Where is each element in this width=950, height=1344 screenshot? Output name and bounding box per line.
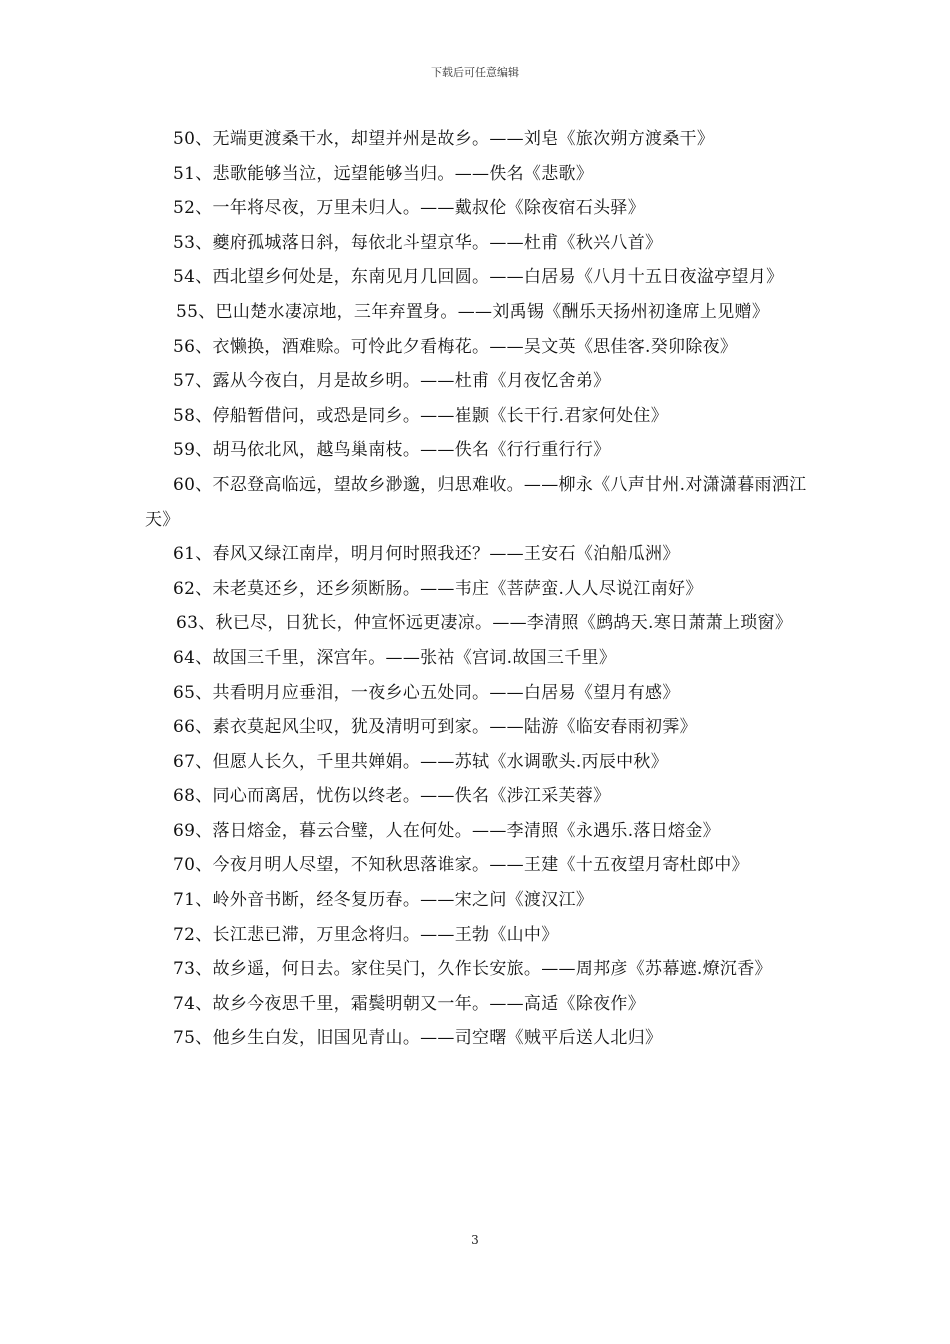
page-header: 下载后可任意编辑 bbox=[431, 66, 519, 79]
poem-line-69: 69、落日熔金，暮云合璧，人在何处。——李清照《永遇乐.落日熔金》 bbox=[173, 820, 720, 841]
poem-line-61: 61、春风又绿江南岸，明月何时照我还？——王安石《泊船瓜洲》 bbox=[173, 544, 680, 565]
poem-line-72: 72、长江悲已滞，万里念将归。——王勃《山中》 bbox=[173, 924, 559, 945]
poem-line-63: 63、秋已尽，日犹长，仲宣怀远更凄凉。——李清照《鹧鸪天.寒日萧萧上琐窗》 bbox=[176, 613, 793, 634]
poem-line-54: 54、西北望乡何处是，东南见月几回圆。——白居易《八月十五日夜湓亭望月》 bbox=[173, 267, 784, 288]
poem-line-62: 62、未老莫还乡，还乡须断肠。——韦庄《菩萨蛮.人人尽说江南好》 bbox=[173, 578, 703, 599]
poem-line-70: 70、今夜月明人尽望，不知秋思落谁家。——王建《十五夜望月寄杜郎中》 bbox=[173, 855, 749, 876]
poem-line-59: 59、胡马依北风，越鸟巢南枝。——佚名《行行重行行》 bbox=[173, 440, 611, 461]
poem-line-75: 75、他乡生白发，旧国见青山。——司空曙《贼平后送人北归》 bbox=[173, 1028, 663, 1049]
poem-line-51: 51、悲歌能够当泣，远望能够当归。——佚名《悲歌》 bbox=[173, 163, 594, 184]
page-number: 3 bbox=[471, 1233, 479, 1247]
poem-line-58: 58、停船暂借问，或恐是同乡。——崔颢《长干行.君家何处住》 bbox=[173, 405, 669, 426]
poem-line-60: 60、不忍登高临远，望故乡渺邈，归思难收。——柳永《八声甘州.对潇潇暮雨洒江天》 bbox=[145, 474, 807, 530]
poem-line-55: 55、巴山楚水凄凉地，三年弃置身。——刘禹锡《酬乐天扬州初逢席上见赠》 bbox=[176, 301, 770, 322]
poem-line-71: 71、岭外音书断，经冬复历春。——宋之问《渡汉江》 bbox=[173, 890, 594, 911]
poem-line-68: 68、同心而离居，忧伤以终老。——佚名《涉江采芙蓉》 bbox=[173, 786, 611, 807]
poem-line-52: 52、一年将尽夜，万里未归人。——戴叔伦《除夜宿石头驿》 bbox=[173, 198, 646, 219]
poem-line-73: 73、故乡遥，何日去。家住吴门，久作长安旅。——周邦彦《苏幕遮.燎沉香》 bbox=[173, 959, 772, 980]
document-body bbox=[145, 122, 810, 1056]
poem-line-53: 53、夔府孤城落日斜，每依北斗望京华。——杜甫《秋兴八首》 bbox=[173, 232, 663, 253]
poem-line-57: 57、露从今夜白，月是故乡明。——杜甫《月夜忆舍弟》 bbox=[173, 371, 611, 392]
poem-line-74: 74、故乡今夜思千里，霜鬓明朝又一年。——高适《除夜作》 bbox=[173, 993, 646, 1014]
poem-line-50: 50、无端更渡桑干水，却望并州是故乡。——刘皂《旅次朔方渡桑干》 bbox=[173, 129, 715, 149]
poem-line-66: 66、素衣莫起风尘叹，犹及清明可到家。——陆游《临安春雨初霁》 bbox=[173, 717, 697, 738]
poem-line-56: 56、衣懒换，酒难赊。可怜此夕看梅花。——吴文英《思佳客.癸卯除夜》 bbox=[173, 336, 738, 357]
poem-line-65: 65、共看明月应垂泪，一夜乡心五处同。——白居易《望月有感》 bbox=[173, 682, 680, 703]
poem-line-64: 64、故国三千里，深宫年。——张祜《宫词.故国三千里》 bbox=[173, 647, 617, 668]
poem-line-67: 67、但愿人长久，千里共婵娟。——苏轼《水调歌头.丙辰中秋》 bbox=[173, 751, 669, 772]
